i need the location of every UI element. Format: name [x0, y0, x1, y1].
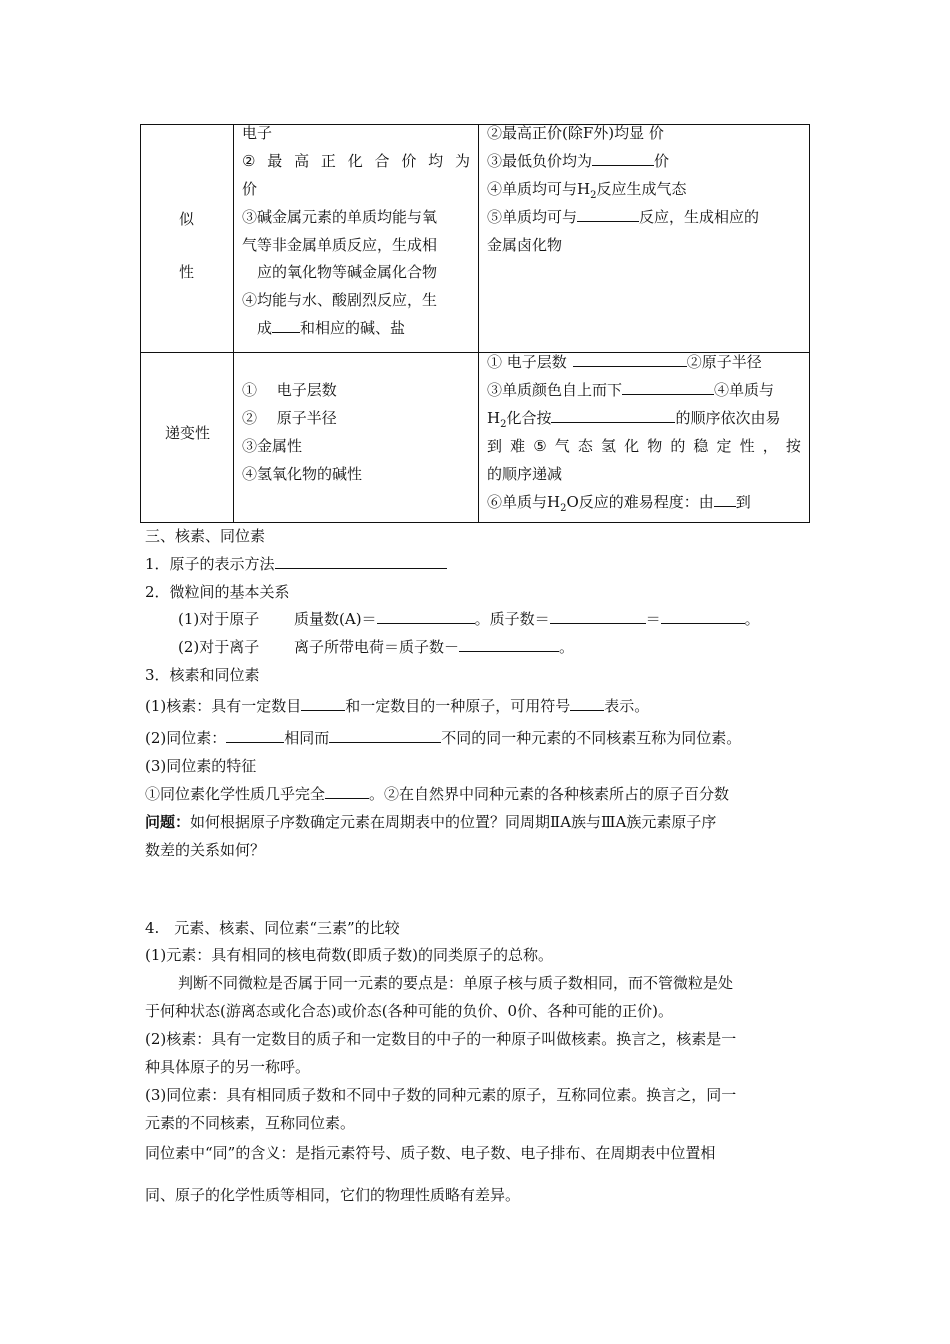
section4-title: 4. 元素、核素、同位素“三素”的比较 [145, 919, 400, 937]
row2-left-line1: ① 电子层数 [242, 381, 337, 399]
table-top-border [140, 124, 810, 125]
section3-title: 三、核素、同位素 [145, 527, 266, 545]
answer-blank [329, 728, 441, 743]
answer-blank [377, 609, 475, 624]
answer-blank [573, 352, 687, 367]
row1-right-line4: ⑤单质均可与 反应，生成相应的 [487, 208, 760, 226]
row-label-gradient: 递变性 [165, 424, 211, 442]
answer-blank [272, 318, 300, 333]
section4-p2a: 判断不同微粒是否属于同一元素的要点是：单原子核与质子数相同，而不管微粒是处 [178, 974, 734, 992]
section3-item3-2: (2)同位素： 相同而 不同的同一种元素的不同核素互称为同位素。 [145, 729, 742, 747]
row1-left-line5: 气等非金属单质反应，生成相 [242, 236, 438, 254]
row1-right-line5: 金属卤化物 [487, 236, 563, 254]
answer-blank [301, 696, 345, 711]
row1-left-line4: ③碱金属元素的单质均能与氧 [242, 208, 438, 226]
section4-p3a: (2)核素：具有一定数目的质子和一定数目的中子的一种原子叫做核素。换言之，核素是一 [145, 1030, 737, 1048]
row1-right-line3: ④单质均可与$H_2$反应生成气态 [487, 180, 687, 201]
row-label-top: 似 [179, 210, 195, 228]
row1-left-line2: ② 最 高 正 化 合 价 均 为 [242, 152, 470, 170]
section3-item3-3-1: ①同位素化学性质几乎完全 。②在自然界中同种元素的各种核素所占的原子百分数 [145, 785, 730, 803]
question-line1: 问题：如何根据原子序数确定元素在周期表中的位置？同周期ⅡA族与ⅢA族元素原子序 [145, 813, 717, 831]
question-label: 问题： [145, 813, 191, 831]
section3-item3-1: (1)核素：具有一定数目 和一定数目的一种原子，可用符号 表示。 [145, 697, 650, 715]
answer-blank [661, 609, 745, 624]
answer-blank [550, 609, 646, 624]
section4-p2b: 于何种状态(游离态或化合态)或价态(各种可能的负价、0价、各种可能的正价)。 [145, 1002, 673, 1020]
section4-p4a: (3)同位素：具有相同质子数和不同中子数的同种元素的原子，互称同位素。换言之，同一 [145, 1086, 737, 1104]
table-bottom-border [140, 522, 810, 523]
section3-item2-1: (1)对于原子 质量数(A)＝ 。质子数＝ ＝ 。 [178, 610, 760, 628]
row1-right-line2: ③最低负价均为 价 [487, 152, 670, 170]
answer-blank [570, 696, 604, 711]
section3-item2: 2．微粒间的基本关系 [145, 583, 290, 601]
table-col-divider-2 [478, 124, 479, 523]
section4-p5a: 同位素中“同”的含义：是指元素符号、质子数、电子数、电子排布、在周期表中位置相 [145, 1144, 716, 1162]
row2-right-line1: ① 电子层数 ②原子半径 [487, 353, 762, 371]
row2-left-line4: ④氢氧化物的碱性 [242, 465, 363, 483]
row1-left-line7: ④均能与水、酸剧烈反应，生 [242, 291, 438, 309]
section4-p3b: 种具体原子的另一称呼。 [145, 1058, 311, 1076]
answer-blank [226, 728, 284, 743]
row1-left-line1: 电子 [242, 124, 273, 142]
section3-item3-3: (3)同位素的特征 [145, 757, 257, 775]
row-label-bottom: 性 [179, 263, 195, 281]
table-right-border [809, 124, 810, 523]
row1-left-line8: 成 和相应的碱、盐 [257, 319, 406, 337]
row2-left-line3: ③金属性 [242, 437, 303, 455]
row1-right-line1: ②最高正价(除F外)均显 价 [487, 124, 664, 142]
answer-blank [577, 207, 639, 222]
section3-item2-2: (2)对于离子 离子所带电荷＝质子数－ 。 [178, 638, 575, 656]
section4-p5b: 同、原子的化学性质等相同，它们的物理性质略有差异。 [145, 1186, 521, 1204]
row2-right-line3: $H_2$化合按 的顺序依次由易 [487, 409, 781, 430]
section3-item3: 3．核素和同位素 [145, 666, 260, 684]
row2-left-line2: ② 原子半径 [242, 409, 337, 427]
section4-p4b: 元素的不同核素，互称同位素。 [145, 1114, 356, 1132]
answer-blank [459, 637, 559, 652]
row1-left-line3: 价 [242, 180, 258, 198]
row2-right-line2: ③单质颜色自上而下 ④单质与 [487, 381, 775, 399]
answer-blank [622, 380, 714, 395]
answer-blank [325, 784, 369, 799]
answer-blank [551, 408, 675, 423]
question-line2: 数差的关系如何？ [145, 841, 266, 859]
row2-right-line4: 到 难 ⑤ 气 态 氢 化 物 的 稳 定 性 ， 按 [487, 437, 801, 455]
answer-blank [592, 151, 654, 166]
answer-blank [275, 554, 447, 569]
section3-item1: 1．原子的表示方法 [145, 554, 447, 574]
row2-right-line6: ⑥单质与$H_2O$反应的难易程度：由 到 [487, 493, 751, 514]
answer-blank [714, 492, 736, 507]
row1-left-line6: 应的氧化物等碱金属化合物 [257, 263, 438, 281]
section4-p1: (1)元素：具有相同的核电荷数(即质子数)的同类原子的总称。 [145, 946, 553, 964]
table-col-divider-1 [233, 124, 234, 523]
table-left-border [140, 124, 141, 523]
row2-right-line5: 的顺序递减 [487, 465, 563, 483]
